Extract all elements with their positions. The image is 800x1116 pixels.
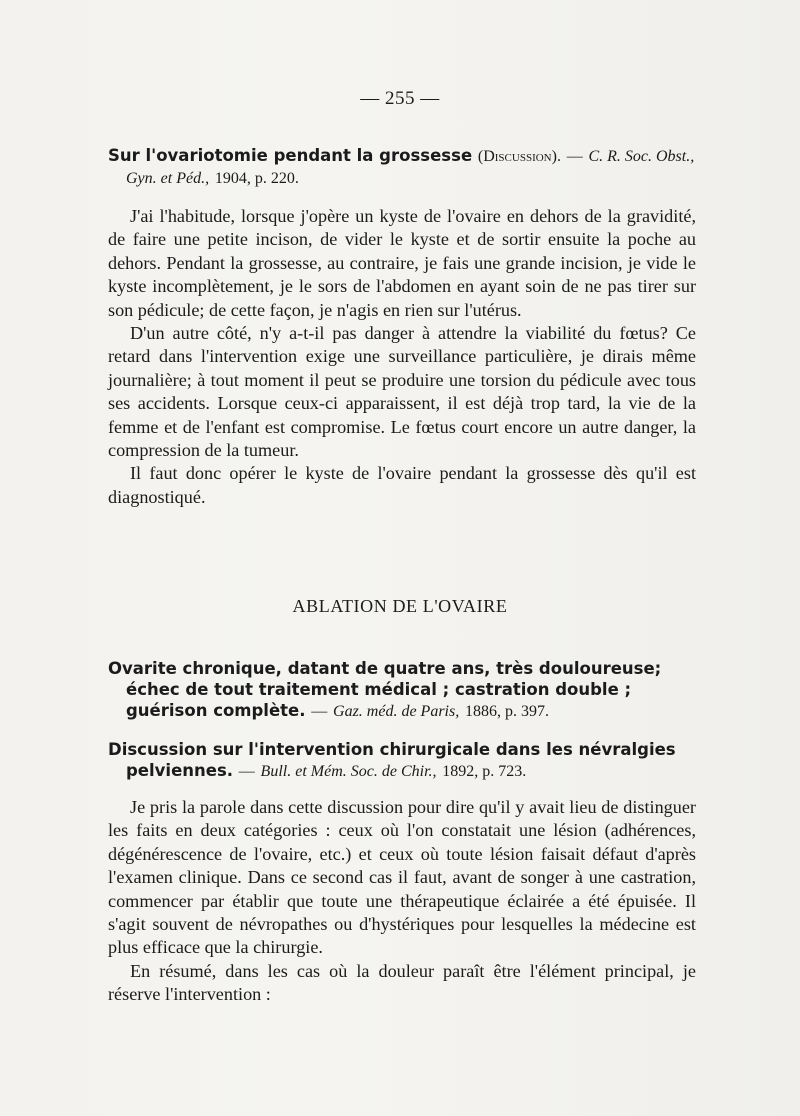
paragraph: Je pris la parole dans cette discussion pour dire qu'il y avait lieu de distinguer les faits en deux catégories : ceux où l'on constatait une lésion (adhérences, dégénérescence de l'ovaire, etc.) et ceux où toute lésion faisait défaut d'après l'examen clinique. Dans ce second cas il faut, avant de songer à une castration, commencer par établir que toute une thérapeutique éclairée a été épuisée. Il s'agit souvent de névropathes ou d'hystériques pour lesquelles la médecine est plus efficace que la chirurgie. — [108, 797, 696, 958]
paragraph: Il faut donc opérer le kyste de l'ovaire pendant la grossesse dès qu'il est diagnostiqué. — [108, 463, 696, 507]
entry-title: Sur l'ovariotomie pendant la grossesse — [108, 146, 473, 165]
entry-details: 1886, p. 397. — [464, 703, 549, 720]
entry-heading-nevralgies — [108, 739, 714, 782]
entry-title: Ovarite chronique, datant de quatre ans, très douloureuse; échec de tout traitement médical ; castration double ; guérison complète. — [108, 659, 662, 720]
entry-body-ovariotomie — [108, 205, 696, 509]
entry-source: Bull. et Mém. Soc. de Chir., — [260, 763, 437, 780]
entry-title: Discussion sur l'intervention chirurgicale dans les névralgies pelviennes. — [108, 740, 676, 780]
entry-dash: — — [238, 763, 255, 780]
entry-dash: — — [311, 703, 328, 720]
entry-heading-ovariotomie — [108, 145, 714, 189]
entry-source: C. R. Soc. Obst., Gyn. et Péd., — [126, 148, 695, 187]
paragraph: D'un autre côté, n'y a-t-il pas danger à attendre la viabilité du fœtus? Ce retard dans l'intervention exige une surveillance particulière, je dirais même journalière; à tout moment il peut se produire une torsion du pédicule avec tous ses accidents. Lorsque ceux-ci apparaissent, il est déjà trop tard, la vie de la femme et de l'enfant est compromise. Le fœtus court encore un autre danger, la compression de la tumeur. — [108, 323, 696, 461]
section-heading: ABLATION DE L'OVAIRE — [292, 596, 508, 616]
entry-body-nevralgies — [108, 796, 696, 1007]
entry-source: Gaz. méd. de Paris, — [333, 703, 460, 720]
paragraph: J'ai l'habitude, lorsque j'opère un kyste de l'ovaire en dehors de la gravidité, de faire une petite incison, de vider le kyste et de sortir ensuite la poche au dehors. Pendant la grossesse, au contraire, je fais une grande incision, je vide le kyste incomplètement, je le sors de l'abdomen en ayant soin de ne pas tirer sur son pédicule; de cette façon, je n'agis en rien sur l'utérus. — [108, 206, 696, 320]
entry-tag: (Discussion). — [477, 148, 561, 165]
entry-details: 1892, p. 723. — [442, 763, 527, 780]
paragraph: En résumé, dans les cas où la douleur paraît être l'élément principal, je réserve l'intervention : — [108, 960, 696, 1005]
entry-dash: — — [566, 148, 583, 165]
entry-heading-ovarite — [108, 658, 714, 722]
page-number: — 255 — — [360, 88, 440, 109]
entry-details: 1904, p. 220. — [214, 170, 299, 187]
